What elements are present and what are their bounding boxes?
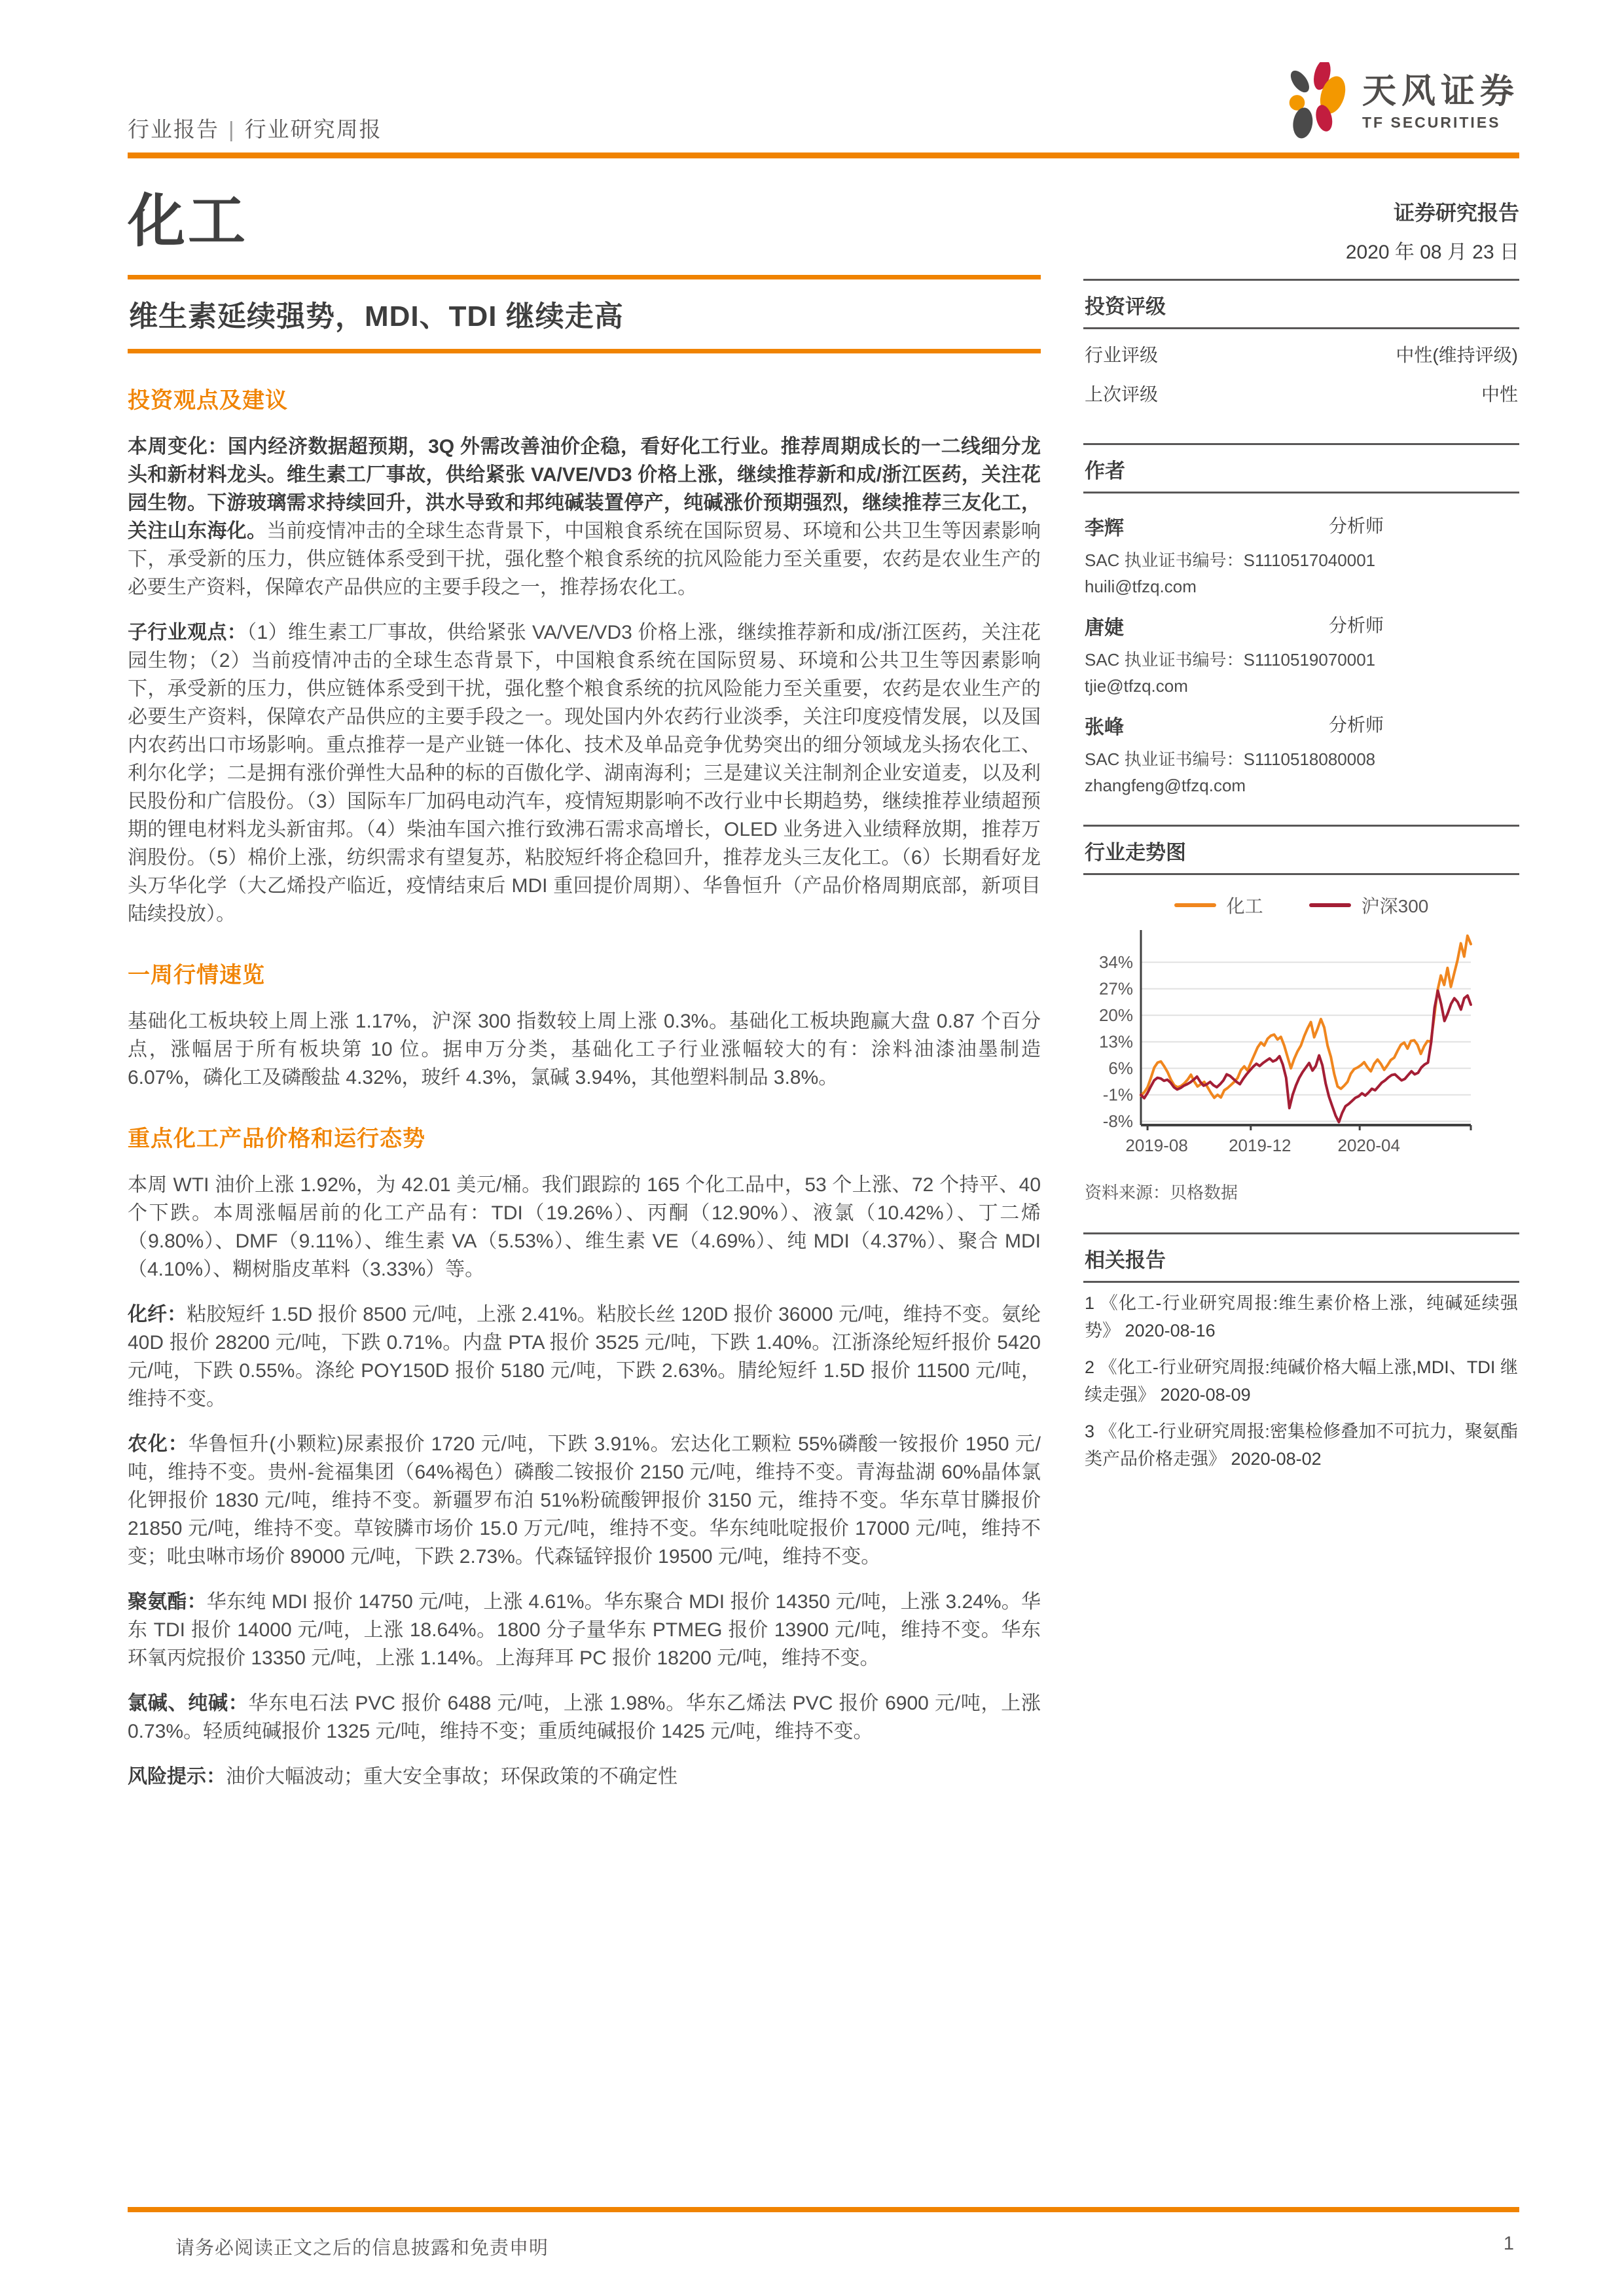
- authors-section-title: 作者: [1085, 459, 1125, 482]
- svg-text:2020-04: 2020-04: [1337, 1136, 1400, 1155]
- related-report-item: [1085, 1418, 1518, 1473]
- rating-label: 上次评级: [1085, 384, 1159, 404]
- paragraph-fiber-lead: 化纤：: [128, 1304, 187, 1325]
- authors-list: [1083, 493, 1519, 796]
- author-sac-number: SAC 执业证书编号：S1110517040001: [1085, 550, 1376, 570]
- paragraph-price-overview: 本周 WTI 油价上涨 1.92%，为 42.01 美元/桶。我们跟踪的 165 个化工品中，53 个上涨、72 个持平、40 个下跌。本周涨幅居前的化工产品有：TDI（19.26%）、丙酮（12.90%）、液氯（10.42%）、丁二烯（9.80%）、DMF（9.11%）、维生素 VA（5.53%）、维生素 VE（4.69%）、纯 MDI（4.37%）、聚合 MDI（4.10%）、糊树脂皮革料（3.33%）等。: [128, 1174, 1041, 1280]
- legend-item-chemical: [1174, 892, 1263, 918]
- report-date-text: 2020-08-09: [1160, 1385, 1251, 1405]
- section-heading-investment-view: 投资观点及建议: [128, 388, 288, 413]
- svg-text:34%: 34%: [1098, 952, 1133, 973]
- author-email: huili@tfzq.com: [1085, 577, 1197, 596]
- author-sac-number: SAC 执业证书编号：S1110518080008: [1085, 749, 1376, 769]
- author-role: 分析师: [1328, 516, 1384, 536]
- sidebar-divider: [1083, 873, 1519, 875]
- rating-section-title: 投资评级: [1085, 295, 1166, 318]
- svg-text:2019-08: 2019-08: [1125, 1136, 1188, 1155]
- report-index: 3: [1085, 1422, 1095, 1441]
- paragraph-agrochem: [128, 1430, 1041, 1571]
- svg-text:6%: 6%: [1108, 1058, 1133, 1079]
- rating-value: 中性: [1481, 384, 1518, 404]
- paragraph-week-change: [128, 433, 1041, 601]
- report-category-label: 证券研究报告: [1393, 201, 1519, 224]
- paragraph-week-market: 基础化工板块较上周上涨 1.17%，沪深 300 指数较上周上涨 0.3%。基础化工板块跑赢大盘 0.87 个百分点，涨幅居于所有板块第 10 位。据申万分类，基础化工子行业涨幅较大的有：涂料油漆油墨制造 6.07%，磷化工及磷酸盐 4.32%，玻纤 4.3%，氯碱 3.94%，其他塑料制品 3.8%。: [128, 1011, 1041, 1088]
- paragraph-polyurethane: [128, 1588, 1041, 1672]
- chart-legend: [1083, 892, 1519, 918]
- paragraph-chlor-alkali-rest: 华东电石法 PVC 报价 6488 元/吨，上涨 1.98%。华东乙烯法 PVC 报价 6900 元/吨，上涨 0.73%。轻质纯碱报价 1325 元/吨，维持不变；重质纯碱报价 1425 元/吨，维持不变。: [128, 1693, 1041, 1742]
- paragraph-agrochem-rest: 华鲁恒升(小颗粒)尿素报价 1720 元/吨，下跌 3.91%。宏达化工颗粒 55%磷酸一铵报价 1950 元/吨，维持不变。贵州-瓮福集团（64%褐色）磷酸二铵报价 2150 元/吨，维持不变。青海盐湖 60%晶体氯化钾报价 1830 元/吨，维持不变。新疆罗布泊 51%粉硫酸钾报价 3150 元，维持不变。华东草甘膦报价 21850 元/吨，维持不变。草铵膦市场价 15.0 万元/吨，维持不变。华东纯吡啶报价 17000 元/吨，维持不变；吡虫啉市场价 89000 元/吨，下跌 2.73%。代森锰锌报价 19500 元/吨，维持不变。: [128, 1433, 1041, 1568]
- svg-text:-8%: -8%: [1102, 1111, 1133, 1132]
- section-heading-week-market: 一周行情速览: [128, 963, 265, 988]
- rating-row-previous: [1085, 374, 1518, 413]
- related-reports-section-title: 相关报告: [1085, 1249, 1166, 1272]
- paragraph-chlor-alkali: [128, 1689, 1041, 1746]
- paragraph-subsector-view: [128, 619, 1041, 928]
- paragraph-risk-rest: 油价大幅波动；重大安全事故；环保政策的不确定性: [226, 1766, 677, 1787]
- paragraph-risk: [128, 1763, 1041, 1791]
- tf-securities-flower-icon: [1282, 62, 1350, 143]
- author-role: 分析师: [1328, 715, 1384, 735]
- report-date-text: 2020-08-16: [1125, 1321, 1216, 1340]
- footer-disclaimer: 请务必阅读正文之后的信息披露和免责申明: [175, 2238, 549, 2259]
- paragraph-week-change-rest: 当前疫情冲击的全球生态背景下，中国粮食系统在国际贸易、环境和公共卫生等因素影响下，承受新的压力，供应链体系受到干扰，强化整个粮食系统的抗风险能力至关重要，农药是农业生产的必要生产资料，保障农产品供应的主要手段之一，推荐扬农化工。: [128, 520, 1041, 598]
- author-sac-number: SAC 执业证书编号：S1110519070001: [1085, 650, 1376, 670]
- related-report-item: [1085, 1289, 1518, 1344]
- svg-text:27%: 27%: [1098, 978, 1133, 999]
- report-date-text: 2020-08-02: [1231, 1449, 1322, 1469]
- paragraph-agrochem-lead: 农化：: [128, 1433, 189, 1455]
- svg-text:2019-12: 2019-12: [1229, 1136, 1291, 1155]
- paragraph-fiber-rest: 粘胶短纤 1.5D 报价 8500 元/吨，上涨 2.41%。粘胶长丝 120D 报价 36000 元/吨，维持不变。氨纶 40D 报价 28200 元/吨，下跌 0.71%。内盘 PTA 报价 3525 元/吨，下跌 1.40%。江浙涤纶短纤报价 5420 元/吨，下跌 0.55%。涤纶 POY150D 报价 5180 元/吨，下跌 2.63%。腈纶短纤 1.5D 报价 11500 元/吨，维持不变。: [128, 1304, 1041, 1410]
- chart-source-note: 资料来源：贝格数据: [1085, 1183, 1238, 1202]
- author-role: 分析师: [1328, 615, 1384, 636]
- separator: |: [228, 117, 236, 141]
- brand-name-cn: 天风证券: [1362, 73, 1519, 111]
- author-name: 唐婕: [1085, 617, 1124, 639]
- paragraph-polyurethane-lead: 聚氨酯：: [128, 1591, 207, 1613]
- report-date: 2020 年 08 月 23 日: [1345, 242, 1519, 263]
- paragraph-week-change-bold: 本周变化：国内经济数据超预期，3Q 外需改善油价企稳，看好化工行业。推荐周期成长的一二线细分龙头和新材料龙头。维生素工厂事故，供给紧张 VA/VE/VD3 价格上涨，继续推荐新和成/浙江医药，关注花园生物。下游玻璃需求持续回升，洪水导致和邦纯碱装置停产，纯碱涨价预期强烈，继续推荐三友化工，关注山东海化。: [128, 436, 1041, 542]
- report-title-block: [128, 275, 1041, 353]
- sidebar: [1083, 196, 1519, 1482]
- author-name: 李辉: [1085, 518, 1124, 539]
- industry-title: 化工: [128, 188, 249, 253]
- report-index: 2: [1085, 1357, 1095, 1377]
- svg-text:20%: 20%: [1098, 1005, 1133, 1026]
- report-title-text: 《化工-行业研究周报:纯碱价格大幅上涨,MDI、TDI 继续走强》: [1085, 1357, 1518, 1405]
- report-title-text: 《化工-行业研究周报:密集检修叠加不可抗力，聚氨酯类产品价格走强》: [1085, 1422, 1518, 1469]
- doc-subtype-label: 行业研究周报: [244, 117, 382, 141]
- page-number: 1: [1503, 2233, 1514, 2254]
- legend-line-swatch: [1174, 903, 1216, 907]
- related-reports-list: [1083, 1283, 1519, 1473]
- doc-type-label: 行业报告: [128, 117, 219, 141]
- svg-text:-1%: -1%: [1102, 1085, 1133, 1105]
- svg-text:13%: 13%: [1098, 1031, 1133, 1052]
- report-title-text: 《化工-行业研究周报:维生素价格上涨，纯碱延续强势》: [1085, 1293, 1518, 1340]
- author-email: zhangfeng@tfzq.com: [1085, 776, 1246, 795]
- brand-logo: [1282, 62, 1519, 143]
- footer-divider: [128, 2207, 1519, 2212]
- rating-rows: [1083, 329, 1519, 414]
- section-heading-key-products: 重点化工产品价格和运行态势: [128, 1126, 425, 1151]
- author-item: [1085, 711, 1518, 796]
- author-item: [1085, 611, 1518, 696]
- paragraph-chlor-alkali-lead: 氯碱、纯碱：: [128, 1693, 249, 1714]
- author-item: [1085, 512, 1518, 597]
- paragraph-polyurethane-rest: 华东纯 MDI 报价 14750 元/吨，上涨 4.61%。华东聚合 MDI 报价 14350 元/吨，上涨 3.24%。华东 TDI 报价 14000 元/吨，上涨 18.64%。1800 分子量华东 PTMEG 报价 13900 元/吨，维持不变。华东环氧丙烷报价 13350 元/吨，上涨 1.14%。上海拜耳 PC 报价 18200 元/吨，维持不变。: [128, 1591, 1041, 1669]
- trend-section-title: 行业走势图: [1085, 841, 1186, 864]
- industry-trend-chart: [1083, 922, 1502, 1158]
- author-name: 张峰: [1085, 717, 1124, 738]
- report-type-breadcrumb: [128, 113, 382, 143]
- paragraph-subsector-rest: （1）维生素工厂事故，供给紧张 VA/VE/VD3 价格上涨，继续推荐新和成/浙江医药，关注花园生物；（2）当前疫情冲击的全球生态背景下，中国粮食系统在国际贸易、环境和公共卫生等因素影响下，承受新的压力，供应链体系受到干扰，强化整个粮食系统的抗风险能力至关重要，农药是农业生产的必要生产资料，保障农产品供应的主要手段之一。现处国内外农药行业淡季，关注印度疫情发展，以及国内农药出口市场影响。重点推荐一是产业链一体化、技术及单品竞争优势突出的细分领域龙头扬农化工、利尔化学；二是拥有涨价弹性大品种的标的百傲化学、湖南海利；三是建议关注制剂企业安道麦，以及利民股份和广信股份。（3）国际车厂加码电动汽车，疫情短期影响不改行业中长期趋势，继续推荐业绩超预期的锂电材料龙头新宙邦。（4）柴油车国六推行致沸石需求高增长，OLED 业务进入业绩释放期，推荐万润股份。（5）棉价上涨，纺织需求有望复苏，粘胶短纤将企稳回升，推荐龙头三友化工。（6）长期看好龙头万华化学（大乙烯投产临近，疫情结束后 MDI 重回提价周期）、华鲁恒升（产品价格周期底部，新项目陆续投放）。: [128, 622, 1041, 925]
- paragraph-fiber: [128, 1300, 1041, 1413]
- legend-label: 化工: [1226, 896, 1263, 916]
- brand-name-en: TF SECURITIES: [1362, 113, 1501, 131]
- rating-value: 中性(维持评级): [1396, 345, 1518, 365]
- paragraph-subsector-lead: 子行业观点：: [128, 622, 247, 643]
- rating-label: 行业评级: [1085, 345, 1159, 365]
- page-header: [128, 62, 1519, 147]
- report-title: 维生素延续强势，MDI、TDI 继续走高: [129, 300, 624, 332]
- rating-row-industry: [1085, 334, 1518, 374]
- related-report-item: [1085, 1354, 1518, 1408]
- main-column: [128, 175, 1041, 1808]
- legend-line-swatch: [1309, 903, 1351, 907]
- report-index: 1: [1085, 1293, 1095, 1313]
- header-divider: [128, 152, 1519, 158]
- legend-item-hs300: [1309, 892, 1429, 918]
- paragraph-risk-lead: 风险提示：: [128, 1766, 226, 1787]
- author-email: tjie@tfzq.com: [1085, 676, 1188, 696]
- legend-label: 沪深300: [1361, 896, 1429, 916]
